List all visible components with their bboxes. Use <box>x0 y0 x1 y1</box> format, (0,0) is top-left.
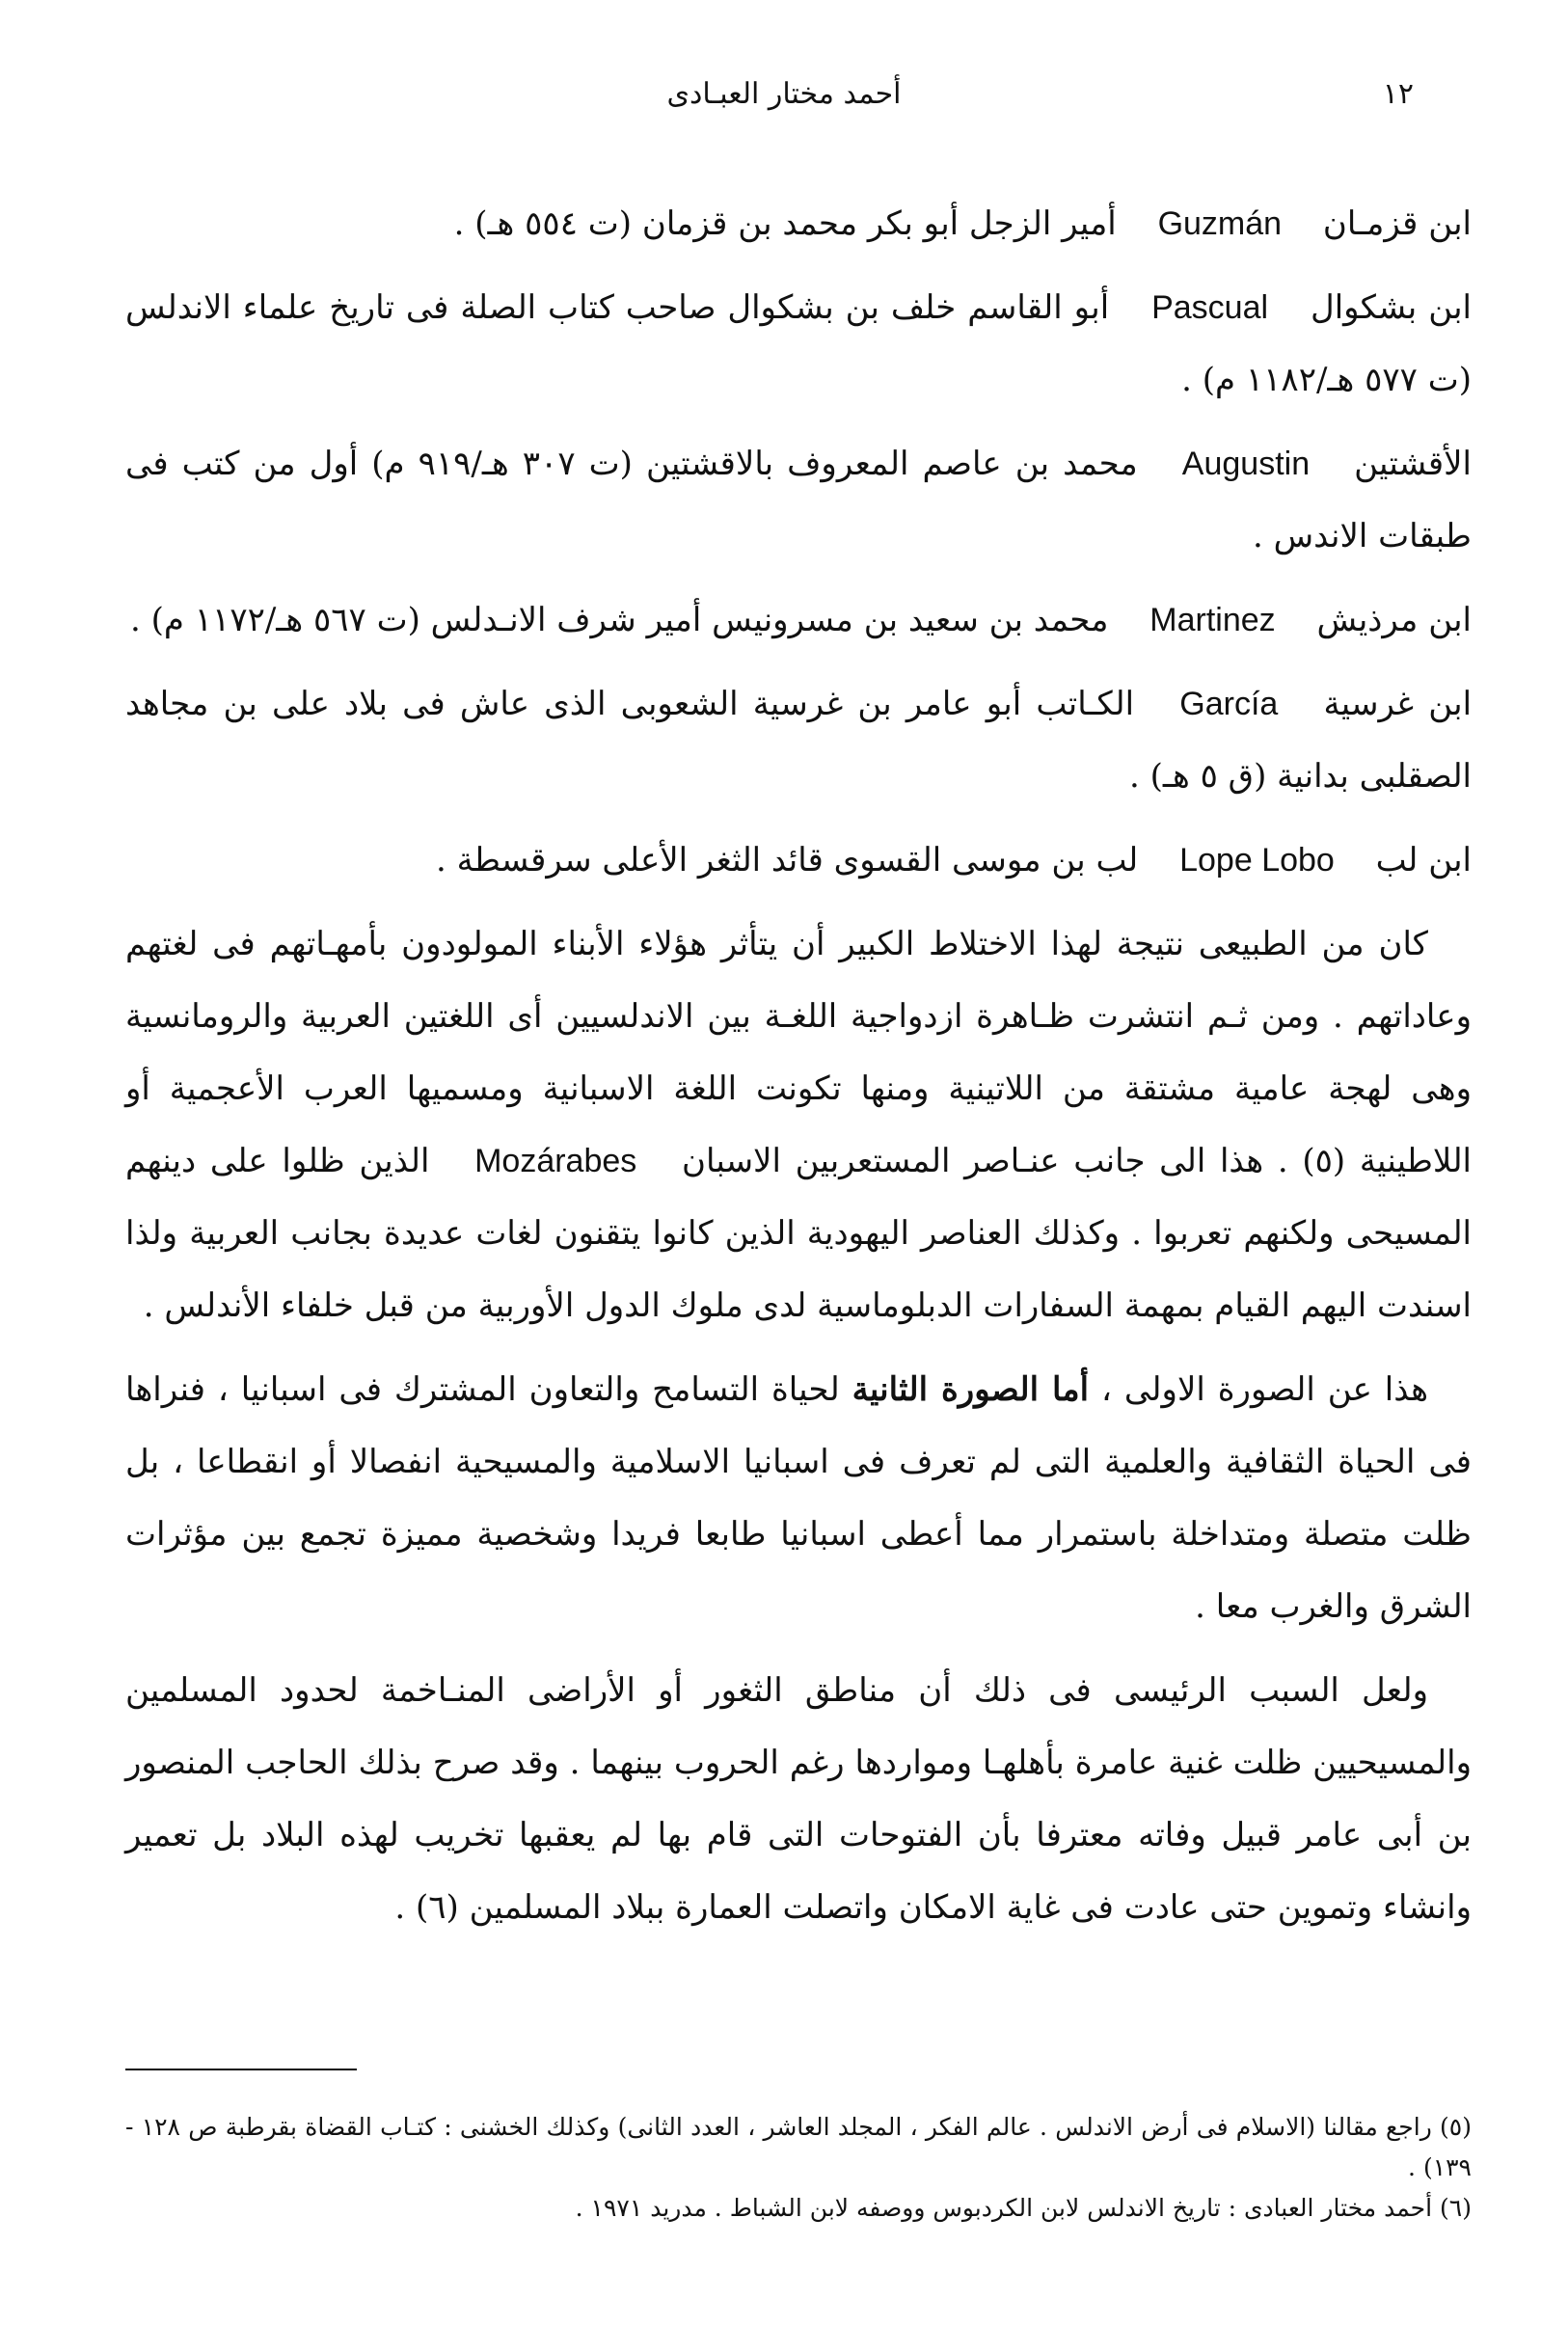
paragraph-text: كان من الطبيعى نتيجة لهذا الاختلاط الكبير أن يتأثر هؤلاء الأبناء المولودون بأمهـاتهم فى لغتهم وعاداتهم . ومن ثـم انتشرت ظـاهرة ازدواجية اللغـة بين الاندلسيين أى اللغتين العربية والرومانسية وهى لهجة عامية مشتقة من اللاتينية ومنها تكونت اللغة الاسبانية ومسميها العرب الأعجمية أو اللاطينية (٥) . هذا الى جانب عنـاصر المستعربين الاسبان <box>125 925 1472 1180</box>
entry-latin-name: Pascual <box>1151 289 1269 326</box>
page-number: ١٢ <box>1382 77 1414 111</box>
entry-text: أبو القاسم خلف بن بشكوال صاحب كتاب الصلة فى تاريخ علماء الاندلس (ت ٥٧٧ هـ/١١٨٢ م) . <box>125 288 1472 399</box>
paragraph-text: هذا عن الصورة الاولى ، <box>1100 1370 1429 1409</box>
entry-latin-name: Martinez <box>1149 602 1276 638</box>
entry-latin-name: Lope Lobo <box>1179 842 1335 879</box>
main-text <box>125 188 1472 1956</box>
entry-text: محمد بن عاصم المعروف بالاقشتين (ت ٣٠٧ هـ/٩١٩ م) أول من كتب فى طبقات الاندس . <box>125 445 1472 555</box>
paragraph-text: لحياة التسامح والتعاون المشترك فى اسبانيا ، فنراها فى الحياة الثقافية والعلمية التى لم تعرف فى اسبانيا الاسلامية والمسيحية انفصالا أو انقطاعا ، بل ظلت متصلة ومتداخلة باستمرار مما أعطى اسبانيا طابعا فريدا وشخصية مميزة تجمع بين مؤثرات الشرق والغرب معا . <box>125 1370 1472 1626</box>
footnote-divider <box>125 2069 357 2070</box>
bold-phrase: أما الصورة الثانية <box>852 1370 1090 1409</box>
footnote-5: (٥) راجع مقالنا (الاسلام فى أرض الاندلس . عالم الفكر ، المجلد العاشر ، العدد الثانى) وكذلك الخشنى : كتـاب القضاة بقرطبة ص ١٢٨ - ١٣٩) . <box>125 2113 1472 2181</box>
entry-ibn-bashkuwal <box>125 272 1472 417</box>
entry-ibn-lubb <box>125 825 1472 897</box>
entry-text: محمد بن سعيد بن مسرونيس أمير شرف الانـدلس (ت ٥٦٧ هـ/١١٧٢ م) . <box>130 601 1109 639</box>
entry-name: ابن غرسية <box>1323 685 1473 723</box>
footnote-6: (٦) أحمد مختار العبادى : تاريخ الاندلس لابن الكردبوس ووصفه لابن الشباط . مدريد ١٩٧١ . <box>575 2194 1472 2222</box>
entry-latin-name: Guzmán <box>1157 205 1283 242</box>
entry-al-aqshatin <box>125 428 1472 573</box>
entry-name: ابن لب <box>1375 841 1472 879</box>
entry-latin-name: García <box>1179 686 1279 722</box>
paragraph-bilingualism <box>125 908 1472 1342</box>
entry-text: أمير الزجل أبو بكر محمد بن قزمان (ت ٥٥٤ هـ) . <box>453 204 1117 243</box>
entry-text: الكـاتب أبو عامر بن غرسية الشعوبى الذى عاش فى بلاد على بن مجاهد الصقلبى بدانية (ق ٥ هـ) . <box>125 685 1472 796</box>
paragraph-text: الذين ظلوا على دينهم المسيحى ولكنهم تعربوا . وكذلك العناصر اليهودية الذين كانوا يتقنون لغات عديدة بجانب العربية ولذا اسندت اليهم القيام بمهمة السفارات الدبلوماسية لدى ملوك الدول الأوربية من قبل خلفاء الأندلس . <box>125 1142 1472 1325</box>
entry-ibn-gharsiya <box>125 668 1472 813</box>
entry-ibn-mardanish <box>125 584 1472 657</box>
entry-name: ابن بشكوال <box>1310 288 1472 327</box>
latin-term: Mozárabes <box>474 1143 637 1179</box>
page-header <box>125 77 1443 135</box>
entry-ibn-quzman <box>125 188 1472 260</box>
entry-name: الأقشتين <box>1354 445 1472 483</box>
entry-name: ابن قزمـان <box>1322 204 1472 243</box>
entry-text: لب بن موسى القسوى قائد الثغر الأعلى سرقسطة . <box>436 841 1139 879</box>
paragraph-second-image <box>125 1354 1472 1643</box>
entry-latin-name: Augustin <box>1181 446 1311 482</box>
entry-name: ابن مرذيش <box>1316 601 1472 639</box>
paragraph-frontiers: ولعل السبب الرئيسى فى ذلك أن مناطق الثغور أو الأراضى المنـاخمة لحدود المسلمين والمسيحيين ظلت غنية عامرة بأهلهـا ومواردها رغم الحروب بينهما . وقد صرح بذلك الحاجب المنصور بن أبى عامر قبيل وفاته معترفا بأن الفتوحات التى قام بها لم يعقبها تخريب لهذه البلاد بل تعمير وانشاء وتموين حتى عادت فى غاية الامكان واتصلت العمارة ببلاد المسلمين (٦) . <box>125 1671 1472 1927</box>
running-title: أحمد مختار العبـادى <box>666 77 902 111</box>
footnotes <box>125 2107 1472 2229</box>
